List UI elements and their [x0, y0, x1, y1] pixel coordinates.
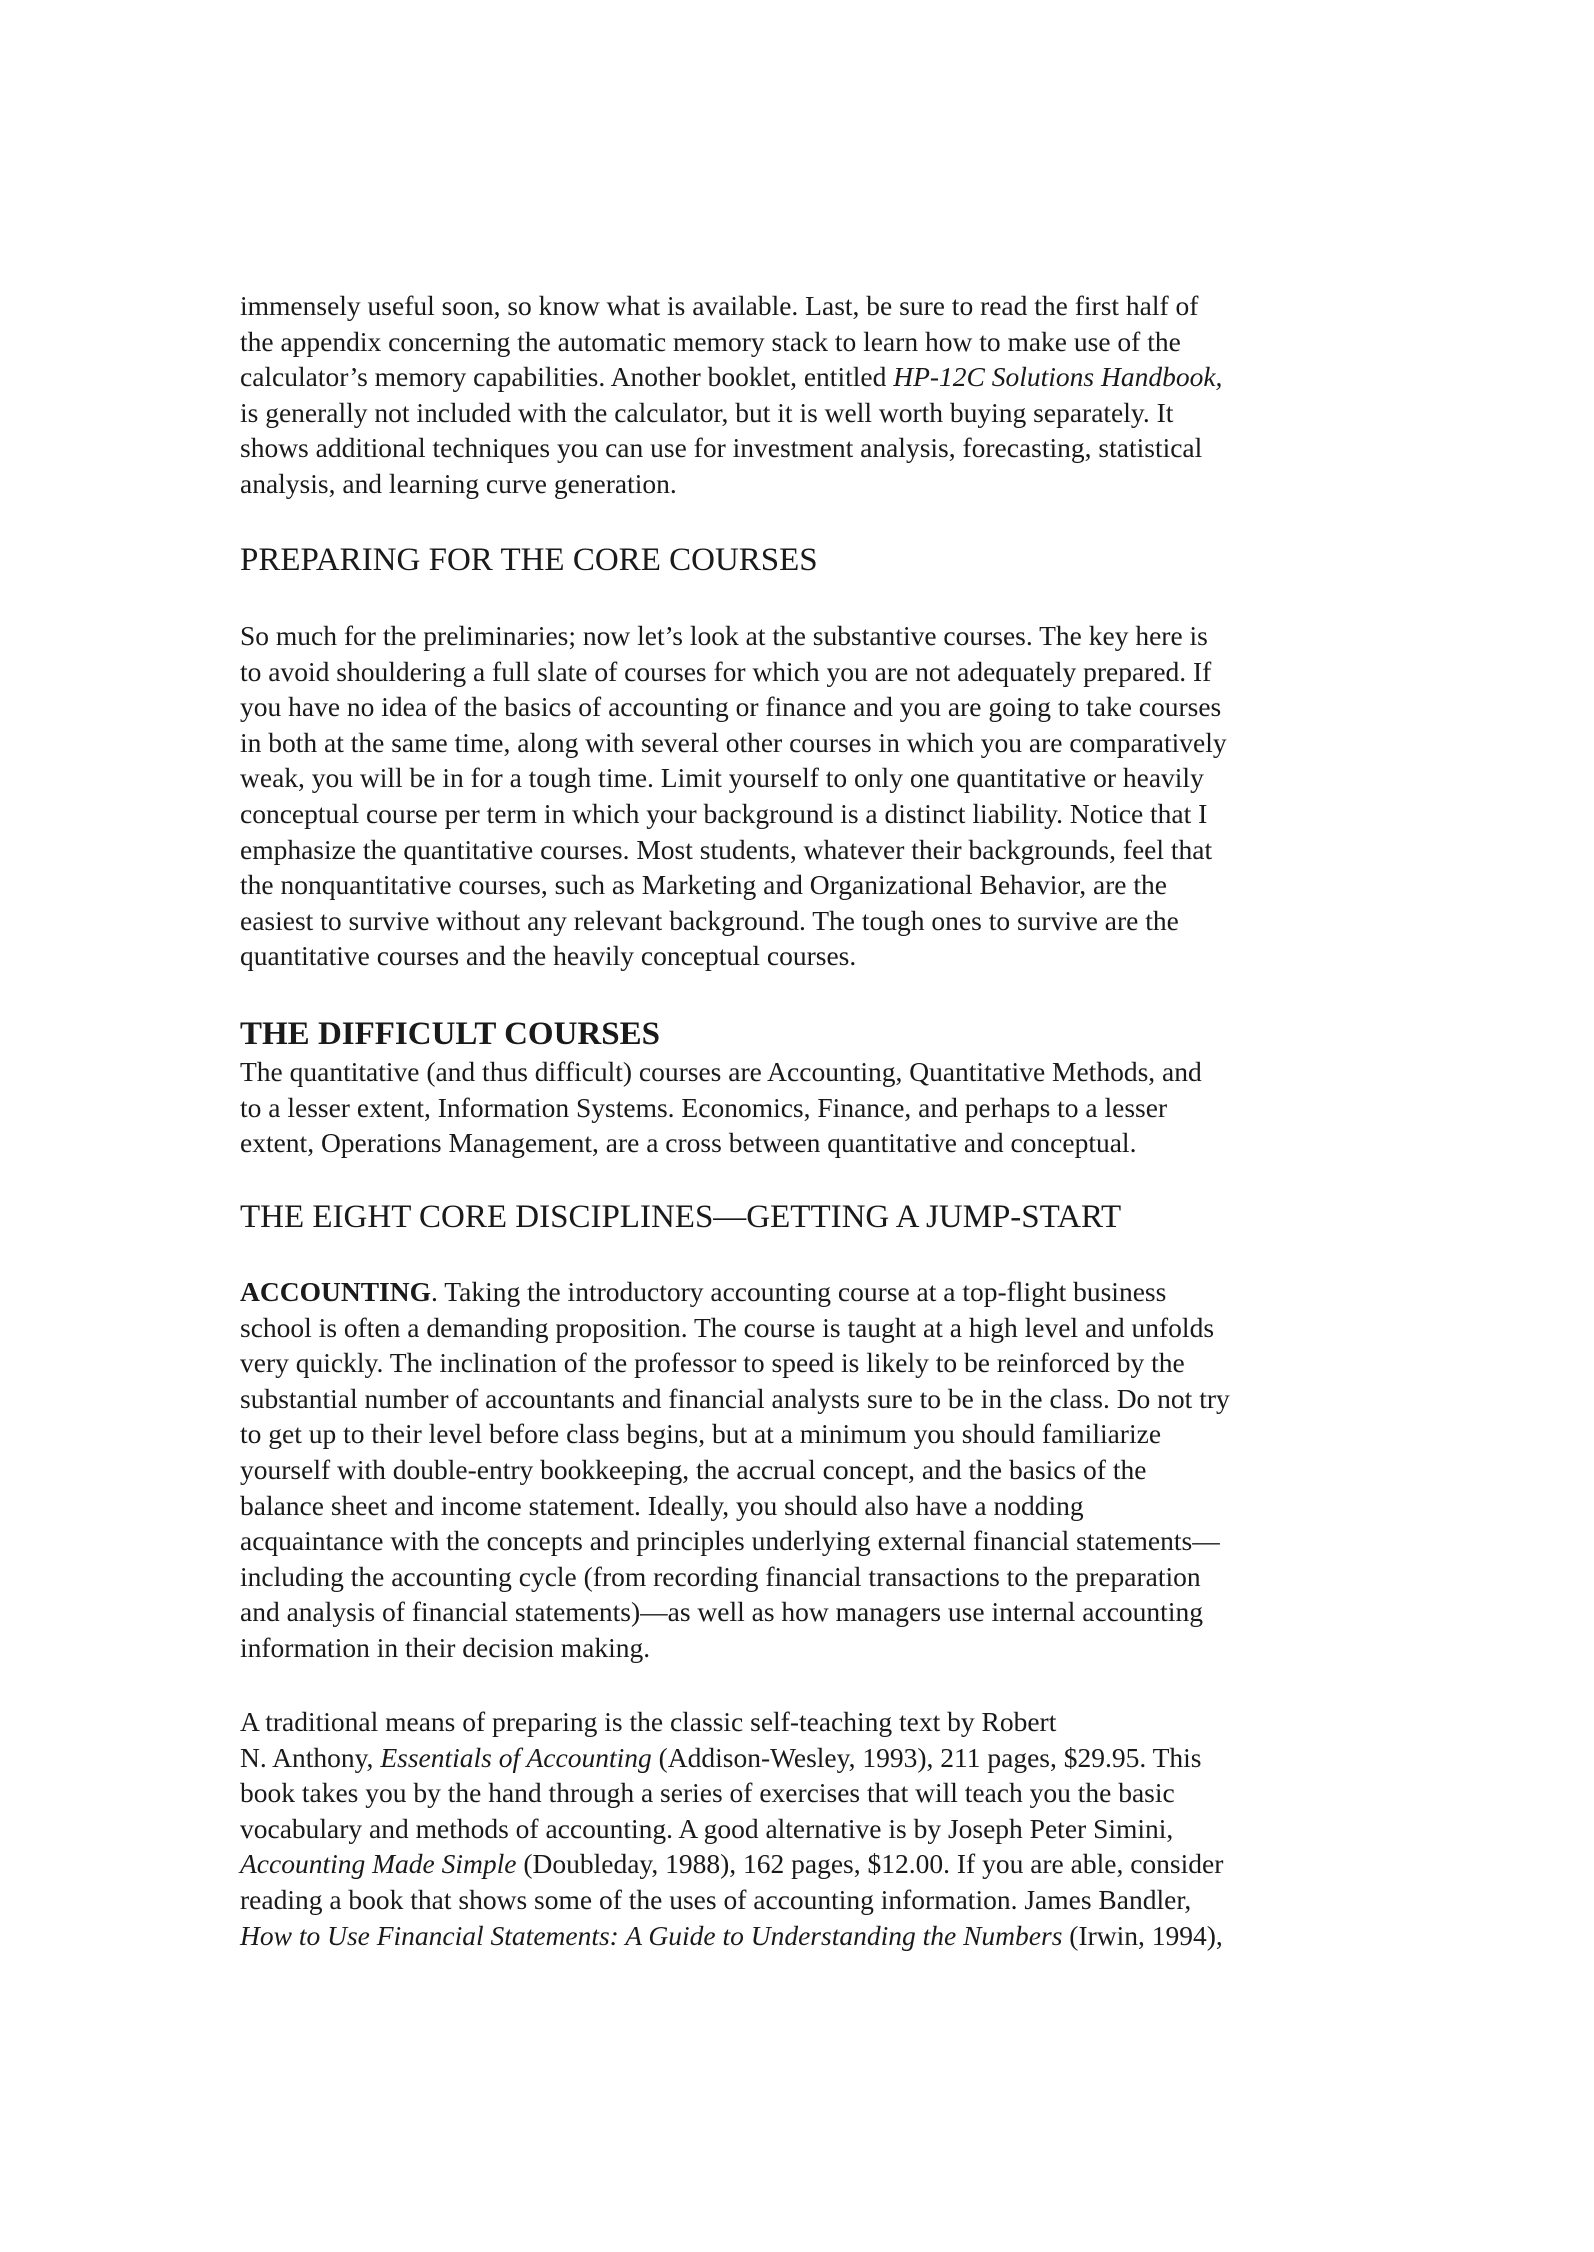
book-title: Essentials of Accounting: [380, 1741, 652, 1773]
difficult-paragraph: [240, 1054, 1380, 1161]
text-line: immensely useful soon, so know what is available. Last, be sure to read the first half of: [240, 290, 1199, 321]
text-line: conceptual course per term in which your background is a distinct liability. Notice that I: [240, 797, 1208, 829]
book-title: How to Use Financial Statements: A Guide to Understanding the Numbers: [240, 1919, 1063, 1951]
text-line: the nonquantitative courses, such as Marketing and Organizational Behavior, are the: [240, 869, 1167, 901]
text-line: very quickly. The inclination of the professor to speed is likely to be reinforced by the: [240, 1347, 1185, 1379]
text-line: quantitative courses and the heavily conceptual courses.: [240, 940, 857, 972]
text-line: is generally not included with the calculator, but it is well worth buying separately. It: [240, 396, 1174, 428]
text-line: Accounting Made Simple (Doubleday, 1988), 162 pages, $12.00. If you are able, consider: [240, 1848, 1224, 1880]
text-line: A traditional means of preparing is the classic self-teaching text by Robert: [240, 1706, 1057, 1737]
text-line: reading a book that shows some of the uses of accounting information. James Bandler,: [240, 1883, 1192, 1915]
text-line: shows additional techniques you can use for investment analysis, forecasting, statistical: [240, 432, 1203, 464]
text-line: the appendix concerning the automatic memory stack to learn how to make use of the: [240, 325, 1181, 357]
text-line: analysis, and learning curve generation.: [240, 467, 677, 499]
text-line: How to Use Financial Statements: A Guide to Understanding the Numbers (Irwin, 1994),: [240, 1919, 1223, 1951]
text-line: weak, you will be in for a tough time. Limit yourself to only one quantitative or heavily: [240, 762, 1204, 794]
accounting-paragraph: [240, 1274, 1380, 1666]
books-paragraph: [240, 1704, 1380, 1953]
section-heading-eight-disciplines: THE EIGHT CORE DISCIPLINES—GETTING A JUMP-START: [240, 1199, 1122, 1235]
text-line: to a lesser extent, Information Systems. Economics, Finance, and perhaps to a lesser: [240, 1091, 1168, 1123]
text-line: The quantitative (and thus difficult) courses are Accounting, Quantitative Methods, and: [240, 1056, 1202, 1087]
text-line: vocabulary and methods of accounting. A good alternative is by Joseph Peter Simini,: [240, 1812, 1174, 1844]
book-title: Accounting Made Simple: [240, 1848, 517, 1880]
text-line: extent, Operations Management, are a cross between quantitative and conceptual.: [240, 1127, 1137, 1159]
text-line: ACCOUNTING. Taking the introductory accounting course at a top-flight business: [240, 1276, 1167, 1307]
text-line: N. Anthony, Essentials of Accounting (Addison-Wesley, 1993), 211 pages, $29.95. This: [240, 1741, 1202, 1773]
text-line: calculator’s memory capabilities. Another booklet, entitled HP-12C Solutions Handbook,: [240, 361, 1223, 393]
book-title: HP-12C Solutions Handbook,: [893, 361, 1223, 393]
text-line: balance sheet and income statement. Ideally, you should also have a nodding: [240, 1489, 1084, 1521]
text-line: acquaintance with the concepts and principles underlying external financial statements—: [240, 1525, 1220, 1557]
text-line: in both at the same time, along with several other courses in which you are comparatively: [240, 726, 1227, 758]
text-line: school is often a demanding proposition. The course is taught at a high level and unfolds: [240, 1311, 1215, 1343]
accounting-lead: ACCOUNTING: [240, 1276, 431, 1307]
section-heading-difficult: THE DIFFICULT COURSES: [240, 1016, 660, 1052]
text-line: including the accounting cycle (from recording financial transactions to the preparation: [240, 1560, 1201, 1592]
text-line: and analysis of financial statements)—as well as how managers use internal accounting: [240, 1596, 1203, 1628]
core-paragraph: [240, 618, 1380, 974]
text-line: book takes you by the hand through a series of exercises that will teach you the basic: [240, 1777, 1175, 1809]
text-line: information in their decision making.: [240, 1631, 651, 1663]
text-line: to avoid shouldering a full slate of courses for which you are not adequately prepared. If: [240, 655, 1212, 687]
text-line: emphasize the quantitative courses. Most students, whatever their backgrounds, feel that: [240, 833, 1213, 865]
text-line: substantial number of accountants and financial analysts sure to be in the class. Do not try: [240, 1382, 1230, 1414]
text-line: you have no idea of the basics of accounting or finance and you are going to take courses: [240, 691, 1222, 723]
text-line: So much for the preliminaries; now let’s look at the substantive courses. The key here is: [240, 620, 1208, 651]
intro-paragraph: [240, 288, 1380, 502]
text-line: easiest to survive without any relevant background. The tough ones to survive are the: [240, 904, 1179, 936]
text-line: to get up to their level before class begins, but at a minimum you should familiarize: [240, 1418, 1162, 1450]
text-line: yourself with double-entry bookkeeping, the accrual concept, and the basics of the: [240, 1453, 1147, 1485]
section-heading-core: PREPARING FOR THE CORE COURSES: [240, 542, 818, 578]
